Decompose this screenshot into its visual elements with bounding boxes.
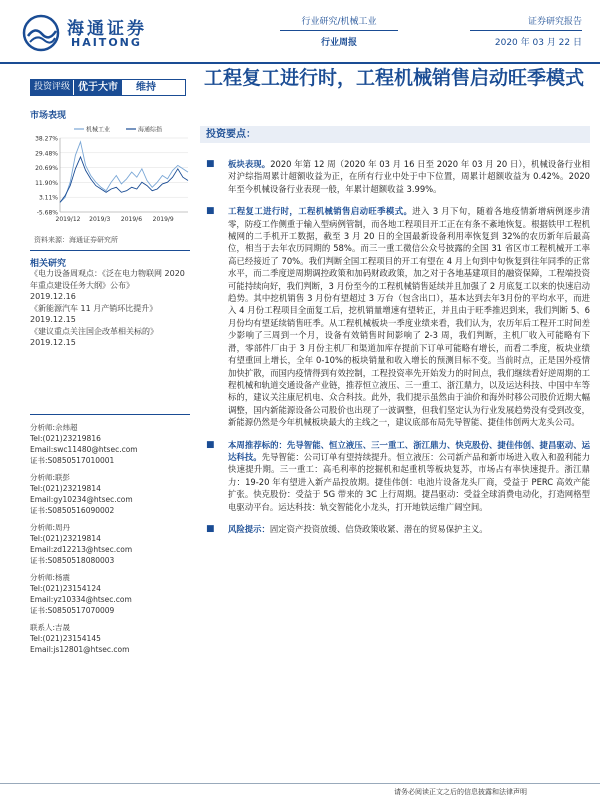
report-kind: 证券研究报告: [470, 14, 582, 31]
key-point: ■ 工程复工进行时，工程机械销售启动旺季模式。进入 3 月下旬，随着各地疫情新增病例逐步清零，防疫工作侧重于输入型病例管制，而各地工程项目开工正在有条不紊地恢复。根据铁甲工程机械网的二手机开工数据，截至 3 月 20 日的全国最新设备利用率恢复到 32%的农历新年后最高位，相当于去年农历同期的 58%。而三一重工微信公众号披露的全国 31 省区市工程机械开工率高已经接近了 70%。我们判断全国工程项目的开工有望在 4 月上旬到中旬恢复到往年同季的正常水平，而二季度逆周期调控政策和加码财政政策，加之对于各地基建项目的融资保障，工程端投资可能持续向好，我们判断，3 月份至今的工程机械销售延续并且加强了 2 月底复工以来的快速启动趋势。其中挖机销售 3 月份有望超过 3 万台（包含出口），基本达到去年3月份的平均水平，而进入 4 月份工程项目全面复工后，挖机销量增速有望转正，并且由于旺季推迟到来，我们判断 5、6 月份均有望延续销售旺季。从工程机械板块一季度业绩来看，我们认为，农历年后工程开工时间差少影响了三周到一个月，设备有效销售时间影响了 2-3 周，我们判断，主机厂收入可能略有下滑，零部件厂由于 3 月份主机厂和渠道加库存提前下订单可能略有增长，而看二季度，板块业绩有望重回上增长，全年 0-10%的板块销量和收入增长的预测目标不变。当前时点，正是国外疫情加快扩散，而国内疫情得到有效控制，工程投资率先开始发力的时间点，我们继续看好逆周期的工程机械和轨道交通设备产业链，推荐恒立液压、三一重工、浙江鼎力，以及运达科技、中国中车等标的，建议关注康尼机电、众合科技。此外，我们提示虽然由于油价和海外时移公司股价近期大幅调整，国内新能源设备公司股价也出现了一波调整，但我们坚定认为行业发展趋势没有受到改变，新能源仍然是今年机械板块最大的主线之一，建议底部布局先导智能、捷佳伟创两大龙头公司。: [206, 206, 591, 428]
key-points-body: [200, 158, 590, 545]
header-category: [280, 14, 398, 48]
bullet-icon: ■: [206, 439, 215, 450]
legend-label: 机械工业: [86, 126, 111, 134]
related-item[interactable]: 《建议重点关注国企改革相关标的》 2019.12.15: [30, 326, 158, 347]
report-header: [0, 0, 600, 62]
related-heading: 相关研究: [30, 259, 67, 269]
x-tick-label: 2019/6: [120, 216, 143, 223]
legend-label: 海通综指: [138, 126, 163, 134]
logo-emblem-icon: [22, 14, 62, 52]
chart-source: 资料来源：海通证券研究所: [34, 236, 118, 244]
key-points-heading: 投资要点：: [200, 126, 590, 143]
analyst-card: 分析师:佘炜超 Tel:(021)23219816 Email:swc11480@htsec.com 证书:S0850517010001: [30, 422, 192, 466]
footer-divider: [0, 783, 600, 784]
footer-disclaimer: 请务必阅读正文之后的信息披露和法律声明: [394, 788, 527, 796]
analyst-card: 分析师:杨震 Tel:(021)23154124 Email:yz10334@htsec.com 证书:S0850517070009: [30, 572, 192, 616]
logo-text-cn: 海通证券: [67, 19, 147, 39]
series-line: [60, 157, 188, 202]
x-tick-label: 2019/12: [55, 216, 81, 223]
category-label: 行业研究/机械工业: [280, 14, 398, 31]
haitong-logo: [22, 14, 192, 54]
analyst-email[interactable]: Email:swc11480@htsec.com: [30, 445, 138, 454]
y-tick-label: 3.11%: [38, 194, 58, 202]
y-tick-label: 29.48%: [35, 150, 58, 158]
y-tick-label: 11.90%: [35, 179, 58, 187]
investment-rating: [30, 79, 186, 96]
header-right: [470, 14, 582, 48]
header-divider: [0, 62, 600, 64]
logo-text-en: HAITONG: [71, 36, 142, 49]
analyst-card: 联系人:吉晟 Tel:(021)23154145 Email:js12801@htsec.com: [30, 622, 192, 655]
analyst-list: [30, 422, 192, 661]
analyst-email[interactable]: Email:js12801@htsec.com: [30, 645, 130, 654]
related-item[interactable]: 《电力设备周观点：《泛在电力物联网 2020 年重点建设任务大纲》公布》 2019.12.16: [30, 269, 185, 301]
analyst-card: 分析师:联彭 Tel:(021)23219814 Email:gy10234@htsec.com 证书:S0850516090002: [30, 472, 192, 516]
market-chart-svg: [30, 122, 192, 237]
rating-label: 投资评级: [31, 80, 73, 95]
x-tick-label: 2019/3: [89, 216, 111, 223]
rating-action: 维持: [136, 82, 157, 93]
related-item[interactable]: 《新能源汽车 11 月产销环比提升》 2019.12.15: [30, 303, 158, 324]
key-point: ■ 本周推荐标的：先导智能、恒立液压、三一重工、浙江鼎力、快克股份、捷佳伟创、捷昌驱动、运达科技。先导智能：公司订单有望持续提升。恒立液压：公司新产品和新市场进入收入和盈利能力快速提升期。三一重工：高毛利率的挖掘机和起重机等板块复苏，市场占有率快速提升。浙江鼎力：19-20 年有望进入新产品投放期。捷佳伟创：电池片设备龙头厂商，受益于 PERC 高效产能扩张。快克股份：受益于 5G 带来的 3C 上行周期。捷昌驱动：受益全球消费电动化，打造网格型电驱动平台。运达科技：轨交智能化小龙头，打开地铁运维广阔空间。: [206, 439, 591, 512]
analyst-card: 分析师:周丹 Tel:(021)23219814 Email:zd12213@htsec.com 证书:S0850518080003: [30, 522, 192, 566]
analyst-email[interactable]: Email:gy10234@htsec.com: [30, 495, 133, 504]
bullet-icon: ■: [206, 523, 215, 534]
sidebar-divider: [30, 250, 190, 251]
market-heading: 市场表现: [30, 111, 67, 121]
x-tick-label: 2019/9: [152, 216, 174, 223]
related-research-list: [30, 268, 192, 349]
key-point: ■ 风险提示：固定资产投资放缓、信贷政策收紧、潜在的贸易保护主义。: [206, 523, 488, 534]
report-type: 行业周报: [320, 38, 357, 48]
analyst-email[interactable]: Email:yz10334@htsec.com: [30, 595, 132, 604]
report-title: 工程复工进行时，工程机械销售启动旺季模式: [204, 67, 585, 89]
key-point: ■ 板块表现。2020 年第 12 周（2020 年 03 月 16 日至 2020 年 03 月 20 日），机械设备行业相对沪综指周累计超额收益为正，在所有行业中处于中下位置，周累计超额收益为 0.42%。2020 年至今机械设备行业表现一般，年累计超额收益 3.99%。: [206, 159, 590, 194]
sidebar-divider: [30, 414, 190, 415]
market-chart: [30, 122, 192, 237]
analyst-email[interactable]: Email:zd12213@htsec.com: [30, 545, 133, 554]
y-tick-label: 38.27%: [35, 135, 58, 143]
bullet-icon: ■: [206, 159, 215, 169]
report-date: 2020 年 03 月 22 日: [494, 38, 582, 48]
rating-value: 优于大市: [73, 80, 122, 95]
series-line: [60, 142, 188, 203]
bullet-icon: ■: [206, 206, 215, 217]
y-tick-label: -5.68%: [36, 209, 58, 217]
y-tick-label: 20.69%: [35, 165, 58, 173]
